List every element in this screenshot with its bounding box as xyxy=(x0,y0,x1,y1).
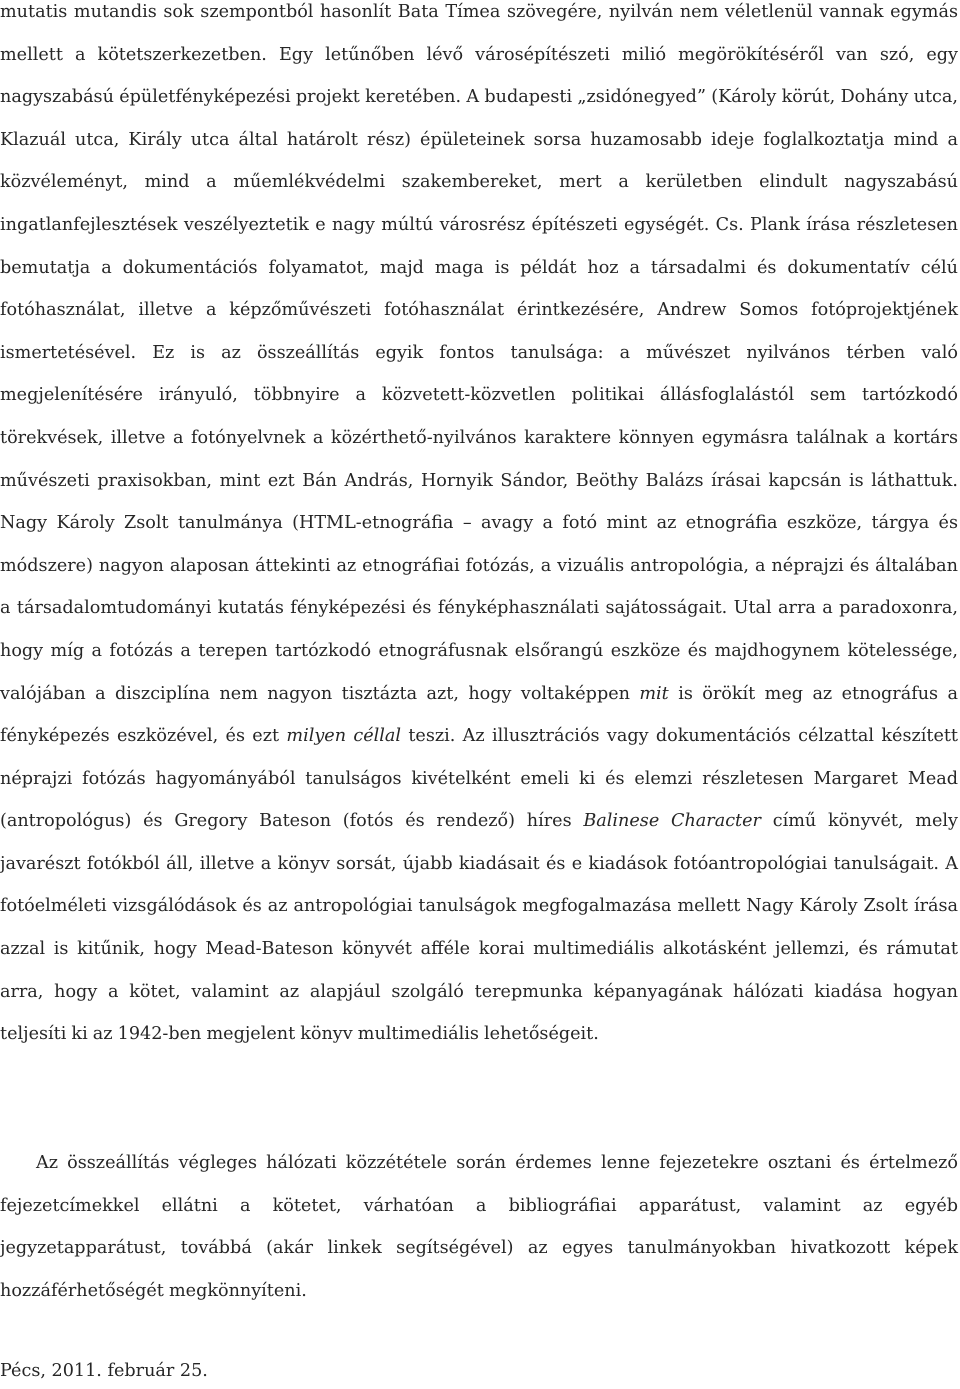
place-and-date: Pécs, 2011. február 25. xyxy=(0,1361,208,1381)
text-run: című könyvét, mely javarészt fotókból áll, illetve a könyv sorsát, újabb kiadásait és e kiadások fotóantropológiai tanulságait. A fotóelméleti vizsgálódások és az antropológiai tanulságok megfogalmazása mellett Nagy Károly Zsolt írása azzal is kitűnik, hogy Mead-Bateson könyvét afféle korai multimediális alkotásként jellemzi, és rámutat arra, hogy a kötet, valamint az alapjául szolgáló terepmunka képanyagának hálózati kiadása hogyan teljesíti ki az 1942-ben megjelent könyv multimediális lehetőségeit. xyxy=(0,811,958,1045)
italic-text-run: milyen céllal xyxy=(286,726,401,747)
body-paragraph-2 xyxy=(0,1142,958,1312)
italic-text-run: mit xyxy=(639,683,669,704)
book-title-italic: Balinese Character xyxy=(583,811,761,832)
text-run: is örökít meg az etnográfus a fényképezés eszközével, és ezt xyxy=(0,683,958,747)
text-run: mutatis mutandis sok szempontból hasonlít Bata Tímea szövegére, nyilván nem véletlenül vannak egymás mellett a kötetszerkezetben. Egy letűnőben lévő városépítészeti milió megörökítéséről van szó, egy nagyszabású épületfényképezési projekt keretében. A budapesti „zsidónegyed” (Károly körút, Dohány utca, Klazuál utca, Király utca által határolt rész) épületeinek sorsa huzamosabb ideje foglalkoztatja mind a közvéleményt, mind a műemlékvédelmi szakembereket, mert a kerületben elindult nagyszabású ingatlanfejlesztések veszélyeztetik e nagy múltú városrész építészeti egységét. Cs. Plank írása részletesen bemutatja a dokumentációs folyamatot, majd maga is példát hoz a társadalmi és dokumentatív célú fotóhasználat, illetve a képzőművészeti fotóhasználat érintkezésére, Andrew Somos fotóprojektjének ismertetésével. Ez is az összeállítás egyik fontos tanulsága: a művészet nyilvános térben való megjelenítésére irányuló, többnyire a közvetett-közvetlen politikai állásfoglalástól sem tartózkodó törekvések, illetve a fotónyelvnek a közérthető-nyilvános karaktere könnyen egymásra találnak a kortárs művészeti praxisokban, mint ezt Bán András, Hornyik Sándor, Beöthy Balázs írásai kapcsán is láthattuk. Nagy Károly Zsolt tanulmánya (HTML-etnográfia – avagy a fotó mint az etnográfia eszköze, tárgya és módszere) nagyon alaposan áttekinti az etnográfiai fotózás, a vizuális antropológia, a néprajzi és általában a társadalomtudományi kutatás fényképezési és fényképhasználati sajátosságait. Utal arra a paradoxonra, hogy míg a fotózás a terepen tartózkodó etnográfusnak elsőrangú eszköze és majdhogynem kötelessége, valójában a diszciplína nem nagyon tisztázta azt, hogy voltaképpen xyxy=(0,2,958,704)
text-run: Az összeállítás végleges hálózati közzététele során érdemes lenne fejezetekre osztani és értelmező fejezetcímekkel ellátni a kötetet, várhatóan a bibliográfiai apparátust, valamint az egyéb jegyzetapparátust, továbbá (akár linkek segítségével) az egyes tanulmányokban hivatkozott képek hozzáférhetőségét megkönnyíteni. xyxy=(0,1153,958,1301)
text-run: teszi. Az illusztrációs vagy dokumentációs célzattal készített néprajzi fotózás hagyományából tanulságos kivételként emeli ki és elemzi részletesen Margaret Mead (antropológus) és Gregory Bateson (fotós és rendező) híres xyxy=(0,726,958,832)
